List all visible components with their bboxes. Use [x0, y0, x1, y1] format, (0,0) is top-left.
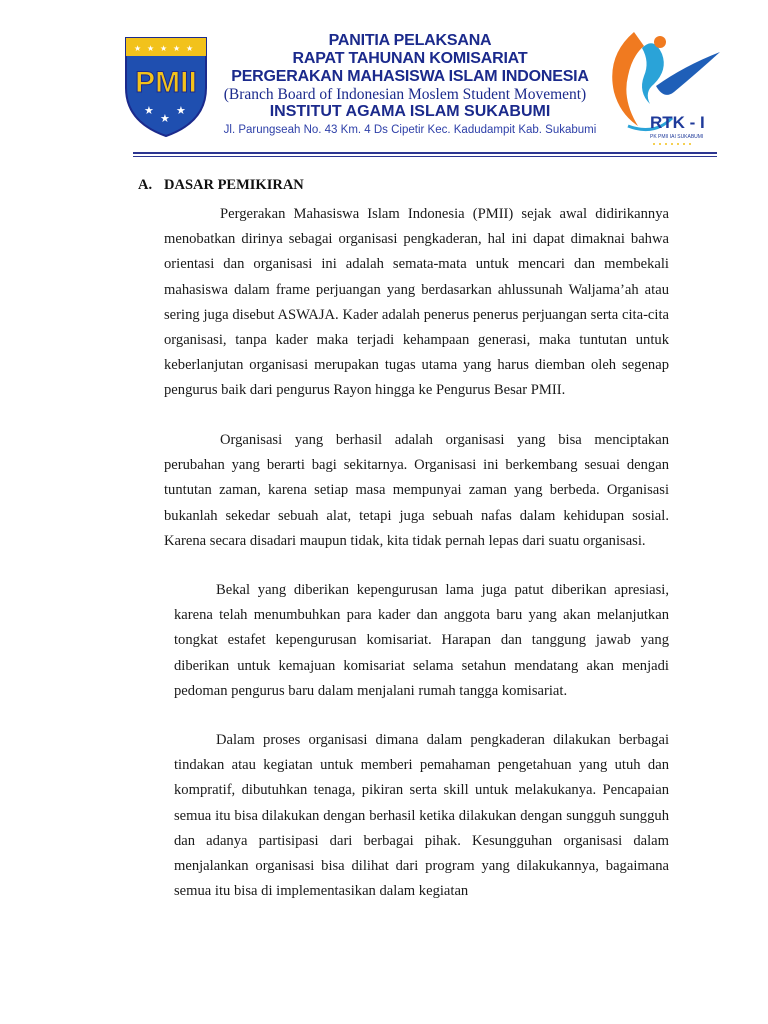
meeting-title: RAPAT TAHUNAN KOMISARIAT: [292, 50, 528, 67]
paragraph-3: Bekal yang diberikan kepengurusan lama juga patut diberikan apresiasi, karena telah menumbuhkan para kader dan anggota baru yang akan melanjutkan tongkat estafet kepengurusan komisariat. Harapan dan tanggung jawab yang diberikan untuk kemajuan komisariat selama setahun mendatang akan menjadi pedoman pengurus baru dalam menjalani rumah tangga komisariat.: [174, 582, 669, 699]
svg-text:★: ★: [160, 44, 168, 53]
rtk-logo-subtext: PK PMII IAI SUKABUMI: [650, 134, 704, 140]
section-number: A.: [138, 177, 153, 193]
organization-english-name: (Branch Board of Indonesian Moslem Student Movement): [223, 86, 587, 103]
committee-title: PANITIA PELAKSANA: [328, 32, 492, 49]
svg-text:★: ★: [186, 44, 194, 53]
paragraph-4: Dalam proses organisasi dimana dalam pengkaderan dilakukan berbagai tindakan atau kegiatan untuk memberi pemahaman pengetahuan yang utuh dan kompratif, dibutuhkan tenaga, pikiran serta skill untuk melakukanya. Pencapaian semua itu bisa dilakukan dengan berhasil ketika dilakukan dengan sungguh sungguh dan adanya partisipasi dari berbagai pihak. Kesungguhan organisasi dalam menjalankan organisasi bisa dilihat dari program yang dilakukannya, bagaimana semua itu bisa di implementasikan dalam kegiatan: [174, 732, 669, 900]
header-divider-thick: [133, 152, 717, 154]
pmii-logo-text: PMII: [135, 66, 197, 99]
address: Jl. Parungseah No. 43 Km. 4 Ds Cipetir Kec. Kadudampit Kab. Sukabumi: [223, 124, 597, 136]
svg-text:★: ★: [144, 104, 154, 117]
letterhead: [0, 0, 768, 160]
institute-name: INSTITUT AGAMA ISLAM SUKABUMI: [269, 103, 551, 120]
svg-text:★: ★: [176, 104, 186, 117]
header-divider-thin: [133, 156, 717, 157]
section-title: DASAR PEMIKIRAN: [164, 177, 304, 193]
section-heading: [138, 177, 304, 194]
svg-text:★: ★: [160, 112, 170, 125]
paragraph-2: Organisasi yang berhasil adalah organisasi yang bisa menciptakan perubahan yang berarti bagi sekitarnya. Organisasi ini berkembang sesuai dengan tuntutan zaman, karena setiap masa mempunyai zaman yang berbeda. Organisasi bukanlah sekedar sebuah alat, tetapi juga sebuah nafas dalam kehidupan sosial. Karena secara disadari maupun tidak, kita tidak pernah lepas dari suatu organisasi.: [164, 432, 669, 549]
letterhead-text: [190, 32, 630, 138]
rtk-logo-text: RTK - I: [650, 113, 705, 132]
paragraph-1: Pergerakan Mahasiswa Islam Indonesia (PMII) sejak awal didirikannya menobatkan dirinya sebagai organisasi pengkaderan, hal ini dapat dimaknai bahwa orientasi dan organisasi ini adalah semata-mata untuk mencari dan membekali mahasiswa dalam frame perjuangan yang berdasarkan ahlussunah Waljama’ah atau sering juga disebut ASWAJA. Kader adalah penerus penerus perjuangan serta cita-cita organisasi, tanpa kader maka terjadi kehampaan generasi, maka tuntutan untuk keberlanjutan organisasi merupakan tugas utama yang harus diemban oleh segenap pengurus baik dari pengurus Rayon hingga ke Pengurus Besar PMII.: [164, 206, 669, 399]
svg-text:★: ★: [134, 44, 142, 53]
svg-text:★: ★: [147, 44, 155, 53]
organization-name: PERGERAKAN MAHASISWA ISLAM INDONESIA: [231, 68, 589, 85]
svg-text:★: ★: [173, 44, 181, 53]
